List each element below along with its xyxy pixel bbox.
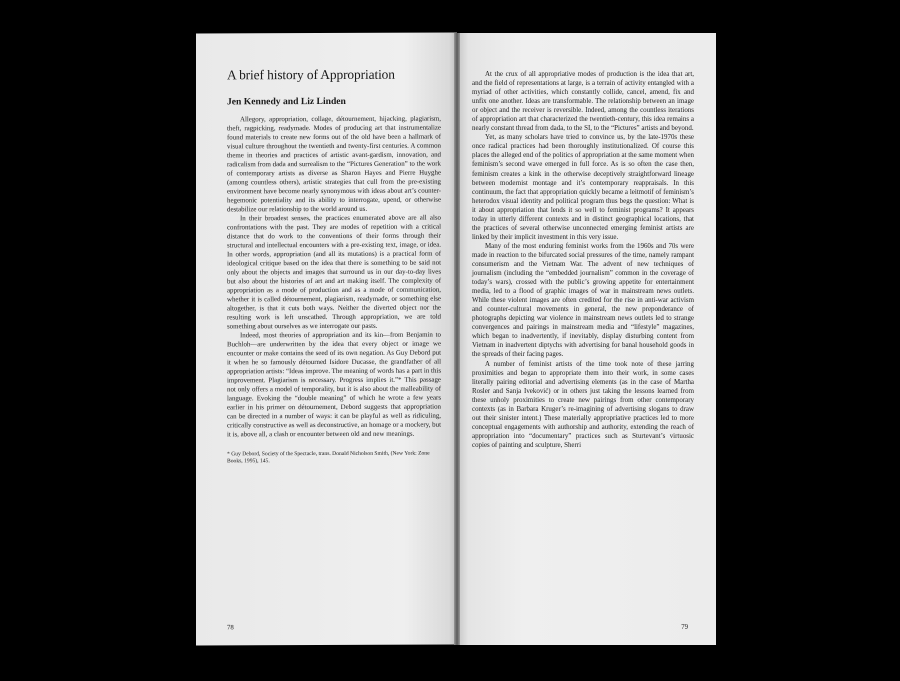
paragraph: Many of the most enduring feminist works from the 1960s and 70s were made in reaction to the bifurcated social pressures of the time, namely rampant consumerism and the Vietnam War. The advent of new techniques of journalism (including the “embedded journalism” common in the coverage of today’s wars), crossed with the public’s growing appetite for entertainment media, led to a flood of graphic images of war in mainstream news outlets. While these violent images are often credited for the rise in anti-war activism and counter-cultural movements in general, the new preponderance of photographs depicting war violence in mainstream news outlets led to strange convergences and pairings in mainstream media and “lifestyle” magazines, which began to inadvertently, if inevitably, display disturbing content from Vietnam in inadvertent diptychs with advertising for banal household goods in the spreads of their facing pages. (472, 241, 694, 359)
right-page (458, 33, 716, 645)
paragraph: In their broadest senses, the practices enumerated above are all also confrontations with the past. They are modes of repetition with a critical distance that do work to the conventions of their forms through their structural and intellectual encounters with a pre-existing text, image, or idea. In other words, appropriation (and all its mutations) is a practical form of ideological critique based on the idea that there is something to be said not only about the objects and images that surround us in our day-to-day lives but also about the histories of art and art making itself. The complexity of appropriation as a mode of production and as a mode of communication, whether it is called détournement, plagiarism, readymade, or something else altogether, is that it cuts both ways. Neither the diverted object nor the resulting work is left unscathed. Through appropriation, we are told something about ourselves as we interrogate our pasts. (227, 214, 441, 331)
article-title: A brief history of Appropriation (227, 66, 395, 83)
footnote: * Guy Debord, Society of the Spectacle, trans. Donald Nicholson Smith, (New York: Zone Books, 1995), 145. (227, 450, 430, 465)
right-body-text (472, 70, 694, 450)
article-authors: Jen Kennedy and Liz Linden (227, 95, 346, 108)
book-gutter (454, 33, 460, 645)
paragraph: Allegory, appropriation, collage, détournement, hijacking, plagiarism, theft, ragpicking, readymade. Modes of producing art that instrumentalize found materials to create new forms out of the old have been a hallmark of visual culture throughout the twentieth and twenty-first centuries. A common theme in theories and practices of artistic avant-gardism, innovation, and radicalism from dada and surrealism to the “Pictures Generation” to the work of contemporary artists as diverse as Sharon Hayes and Pierre Huyghe (among countless others), artistic strategies that cull from the pre-existing environment have become nearly synonymous with ideas about art’s counter-hegemonic potentiality and its ability to interrogate, upend, or otherwise destabilize our relationship to the world around us. (227, 115, 441, 214)
paragraph: Yet, as many scholars have tried to convince us, by the late-1970s these once radical practices had been thoroughly institutionalized. Of course this places the alleged end of the politics of appropriation at the same moment when feminism’s second wave emerged in full force. As is so often the case then, feminism creates a kink in the otherwise deceptively straightforward lineage between modernist montage and it’s contemporary reappraisals. In this continuum, the fact that appropriation quickly became a leitmotif of feminism’s heterodox visual identity and political program thus begs the question: What is it about appropriation that lends it so well to feminist programs? It appears today in utterly different contexts and in distinct geographical locations, that the practices of several otherwise unconnected emerging feminist artists are linked by their implicit investment in this very issue. (472, 133, 694, 241)
paragraph: A number of feminist artists of the time took note of these jarring proximities and began to appropriate them into their work, in some cases literally pairing editorial and advertising elements (as in the case of Martha Rosler and Sanja Iveković) or in others just taking the lessons learned from these unholy proximities to create new pairings from other contemporary contexts (as in Barbara Kruger’s re-imagining of advertising slogans to draw out their sinister intent.) These materially appropriative practices led to more conceptual engagements with authorship and authority, extending the reach of appropriation into “documentary” practices such as Sturtevant’s virtuosic copies of painting and sculpture, Sherri (472, 359, 694, 449)
paragraph: At the crux of all appropriative modes of production is the idea that art, and the field of representations at large, is a terrain of activity entangled with a myriad of other activities, which constantly collide, cancel, amend, fix and unfix one another. Ideas are transformable. The relationship between an image or object and the receiver is reversible. Indeed, among the countless iterations of appropriation art that characterized the twentieth-century, this idea remains a nearly constant thread from dada, to the SI, to the “Pictures” artists and beyond. (472, 70, 694, 133)
page-number-left: 78 (227, 624, 234, 632)
left-body-text (227, 115, 441, 440)
left-page (196, 33, 457, 646)
page-number-right: 79 (681, 624, 688, 631)
book-spread (196, 33, 716, 645)
paragraph: Indeed, most theories of appropriation and its kin—from Benjamin to Buchloh—are underwritten by the idea that every object or image we encounter or make contains the seed of its own negation. As Guy Debord put it when he so famously détourned Isidore Ducasse, the grandfather of all appropriation artists: “Ideas improve. The meaning of words has a part in this improvement. Plagiarism is necessary. Progress implies it.”* This passage not only offers a model of temporality, but it is also about the malleability of language. Evoking the “double meaning” of which he wrote a few years earlier in his primer on détournement, Debord suggests that appropriation can be directed in a number of ways: it can be playful as well as ridiculing, critically constructive as well as deconstructive, an homage or a mockery, but it is, above all, a clash or encounter between old and new meanings. (227, 331, 441, 439)
